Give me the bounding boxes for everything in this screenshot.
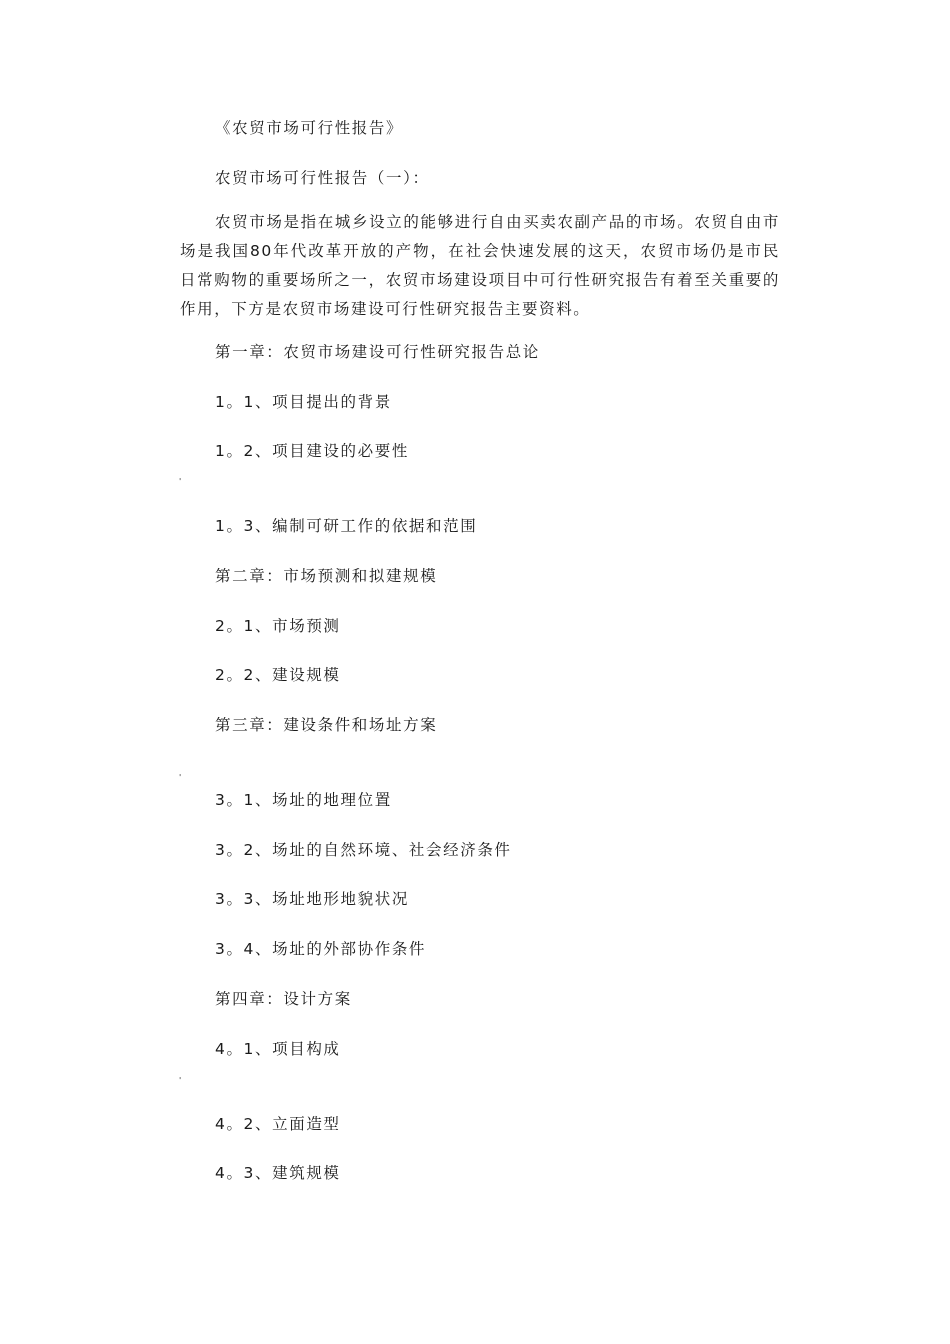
- section-3-4: 3。4、场址的外部协作条件: [215, 940, 427, 958]
- section-2-1: 2。1、市场预测: [215, 617, 341, 635]
- intro-paragraph: 农贸市场是指在城乡设立的能够进行自由买卖农副产品的市场。农贸自由市场是我国80年代改革开放的产物，在社会快速发展的这天，农贸市场仍是市民日常购物的重要场所之一，农贸市场建设项目中可行性研究报告有着至关重要的作用，下方是农贸市场建设可行性研究报告主要资料。: [180, 213, 780, 318]
- section-1-3: 1。3、编制可研工作的依据和范围: [215, 517, 478, 535]
- chapter-1-heading: 第一章：农贸市场建设可行性研究报告总论: [215, 343, 540, 361]
- section-3-2: 3。2、场址的自然环境、社会经济条件: [215, 841, 512, 859]
- section-1-1: 1。1、项目提出的背景: [215, 393, 392, 411]
- section-3-1: 3。1、场址的地理位置: [215, 791, 392, 809]
- chapter-3-heading: 第三章：建设条件和场址方案: [215, 716, 438, 734]
- stray-mark: ': [179, 773, 182, 782]
- section-4-2: 4。2、立面造型: [215, 1115, 341, 1133]
- section-4-3: 4。3、建筑规模: [215, 1164, 341, 1182]
- stray-mark: ': [179, 1076, 182, 1085]
- section-2-2: 2。2、建设规模: [215, 666, 341, 684]
- chapter-2-heading: 第二章：市场预测和拟建规模: [215, 567, 438, 585]
- document-subtitle: 农贸市场可行性报告（一）：: [215, 169, 430, 187]
- stray-mark: ': [179, 477, 182, 486]
- section-1-2: 1。2、项目建设的必要性: [215, 442, 409, 460]
- chapter-4-heading: 第四章：设计方案: [215, 990, 352, 1008]
- section-3-3: 3。3、场址地形地貌状况: [215, 890, 409, 908]
- document-title: 《农贸市场可行性报告》: [215, 119, 404, 137]
- section-4-1: 4。1、项目构成: [215, 1040, 341, 1058]
